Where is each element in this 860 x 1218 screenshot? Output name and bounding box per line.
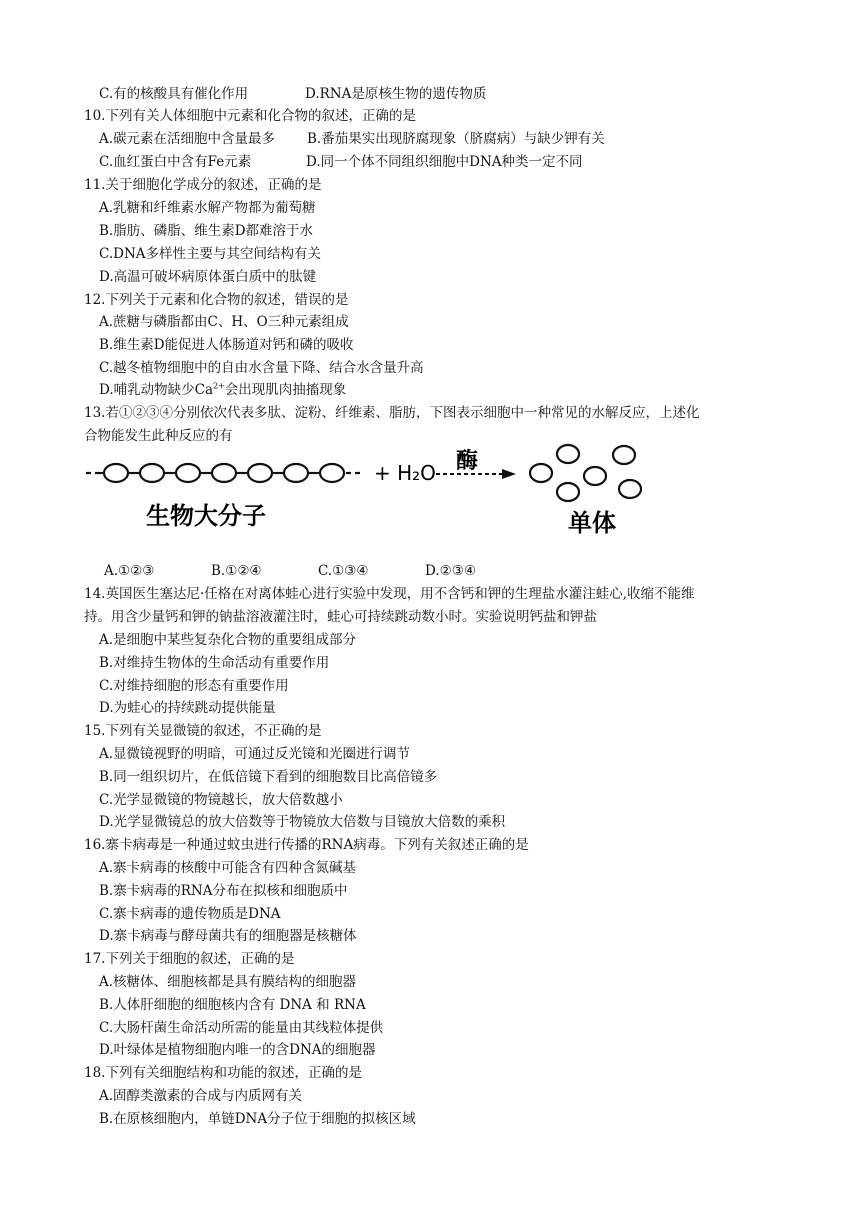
q12-option-d-pre: D.哺乳动物缺少Ca bbox=[99, 382, 214, 398]
macromolecule-chain bbox=[86, 464, 360, 482]
q14-option-b: B.对维持生物体的生命活动有重要作用 bbox=[99, 655, 330, 671]
q17-option-c: C.大肠杆菌生命活动所需的能量由其线粒体提供 bbox=[99, 1020, 384, 1036]
q16-option-a: A.寨卡病毒的核酸中可能含有四种含氮碱基 bbox=[99, 860, 357, 876]
q18-option-a: A.固醇类激素的合成与内质网有关 bbox=[99, 1088, 303, 1104]
q11-stem: 11.关于细胞化学成分的叙述，正确的是 bbox=[84, 177, 322, 193]
q11-option-d: D.高温可破坏病原体蛋白质中的肽键 bbox=[99, 269, 317, 285]
q10-option-a: A.碳元素在活细胞中含量最多 bbox=[99, 131, 276, 147]
q11-option-b: B.脂肪、磷脂、维生素D都难溶于水 bbox=[99, 223, 314, 239]
q12-option-c: C.越冬植物细胞中的自由水含量下降、结合水含量升高 bbox=[99, 360, 424, 376]
q16-option-d: D.寨卡病毒与酵母菌共有的细胞器是核糖体 bbox=[99, 928, 357, 944]
q14-stem-line2: 持。用含少量钙和钾的钠盐溶液灌注时，蛙心可持续跳动数小时。实验说明钙盐和钾盐 bbox=[84, 609, 597, 625]
q18-option-b: B.在原核细胞内，单链DNA分子位于细胞的拟核区域 bbox=[99, 1111, 416, 1127]
q9-option-d: D.RNA是原核生物的遗传物质 bbox=[305, 86, 487, 102]
q14-option-d: D.为蛙心的持续跳动提供能量 bbox=[99, 700, 276, 716]
q12-option-d bbox=[99, 381, 346, 399]
q13-option-c: C.①③④ bbox=[318, 563, 369, 579]
q12-option-b: B.维生素D能促进人体肠道对钙和磷的吸收 bbox=[99, 337, 354, 353]
q15-option-a: A.显微镜视野的明暗，可通过反光镜和光圈进行调节 bbox=[99, 746, 411, 762]
q10-option-b: B.番茄果实出现脐腐现象（脐腐病）与缺少钾有关 bbox=[307, 131, 605, 147]
q9-option-c: C.有的核酸具有催化作用 bbox=[99, 86, 249, 102]
q18-stem: 18.下列有关细胞结构和功能的叙述，正确的是 bbox=[84, 1065, 362, 1081]
q12-option-d-superscript: 2+ bbox=[213, 381, 225, 391]
q14-option-a: A.是细胞中某些复杂化合物的重要组成部分 bbox=[99, 632, 357, 648]
q10-option-d: D.同一个体不同组织细胞中DNA种类一定不同 bbox=[306, 154, 583, 170]
q17-option-a: A.核糖体、细胞核都是具有膜结构的细胞器 bbox=[99, 974, 357, 990]
water-label: + H₂O bbox=[374, 461, 436, 485]
q10-option-c: C.血红蛋白中含有Fe元素 bbox=[99, 154, 252, 170]
q13-stem-line1: 13.若①②③④分别依次代表多肽、淀粉、纤维素、脂肪，下图表示细胞中一种常见的水解反应，上述化 bbox=[84, 405, 700, 421]
monomers bbox=[530, 445, 641, 501]
q15-option-d: D.光学显微镜总的放大倍数等于物镜放大倍数与目镜放大倍数的乘积 bbox=[99, 814, 506, 830]
q11-option-a: A.乳糖和纤维素水解产物都为葡萄糖 bbox=[99, 200, 316, 216]
macromolecule-label: 生物大分子 bbox=[146, 502, 266, 530]
q13-stem-line2: 合物能发生此种反应的有 bbox=[84, 428, 233, 444]
q10-stem: 10.下列有关人体细胞中元素和化合物的叙述，正确的是 bbox=[84, 108, 416, 124]
q16-option-c: C.寨卡病毒的遗传物质是DNA bbox=[99, 906, 281, 922]
q14-stem-line1: 14.英国医生塞达尼·任格在对离体蛙心进行实验中发现，用不含钙和钾的生理盐水灌注蛙心,收缩不能维 bbox=[84, 586, 695, 602]
q13-option-b: B.①②④ bbox=[211, 563, 262, 579]
q15-option-b: B.同一组织切片，在低倍镜下看到的细胞数目比高倍镜多 bbox=[99, 769, 438, 785]
q14-option-c: C.对维持细胞的形态有重要作用 bbox=[99, 678, 289, 694]
q16-stem: 16.寨卡病毒是一种通过蚊虫进行传播的RNA病毒。下列有关叙述正确的是 bbox=[84, 837, 529, 853]
q17-option-b: B.人体肝细胞的细胞核内含有 DNA 和 RNA bbox=[99, 997, 366, 1013]
q12-option-a: A.蔗糖与磷脂都由C、H、O三种元素组成 bbox=[99, 314, 349, 330]
q17-stem: 17.下列关于细胞的叙述，正确的是 bbox=[84, 951, 295, 967]
q12-option-d-post: 会出现肌肉抽搐现象 bbox=[224, 382, 347, 398]
q15-stem: 15.下列有关显微镜的叙述，不正确的是 bbox=[84, 723, 322, 739]
hydrolysis-diagram bbox=[84, 440, 684, 550]
q11-option-c: C.DNA多样性主要与其空间结构有关 bbox=[99, 246, 322, 262]
enzyme-label: 酶 bbox=[456, 449, 479, 474]
monomer-label: 单体 bbox=[568, 509, 616, 537]
q17-option-d: D.叶绿体是植物细胞内唯一的含DNA的细胞器 bbox=[99, 1042, 376, 1058]
q16-option-b: B.寨卡病毒的RNA分布在拟核和细胞质中 bbox=[99, 883, 348, 899]
q15-option-c: C.光学显微镜的物镜越长，放大倍数越小 bbox=[99, 792, 343, 808]
q13-option-a: A.①②③ bbox=[104, 563, 155, 579]
q12-stem: 12.下列关于元素和化合物的叙述，错误的是 bbox=[84, 292, 349, 308]
q13-option-d: D.②③④ bbox=[425, 563, 476, 579]
